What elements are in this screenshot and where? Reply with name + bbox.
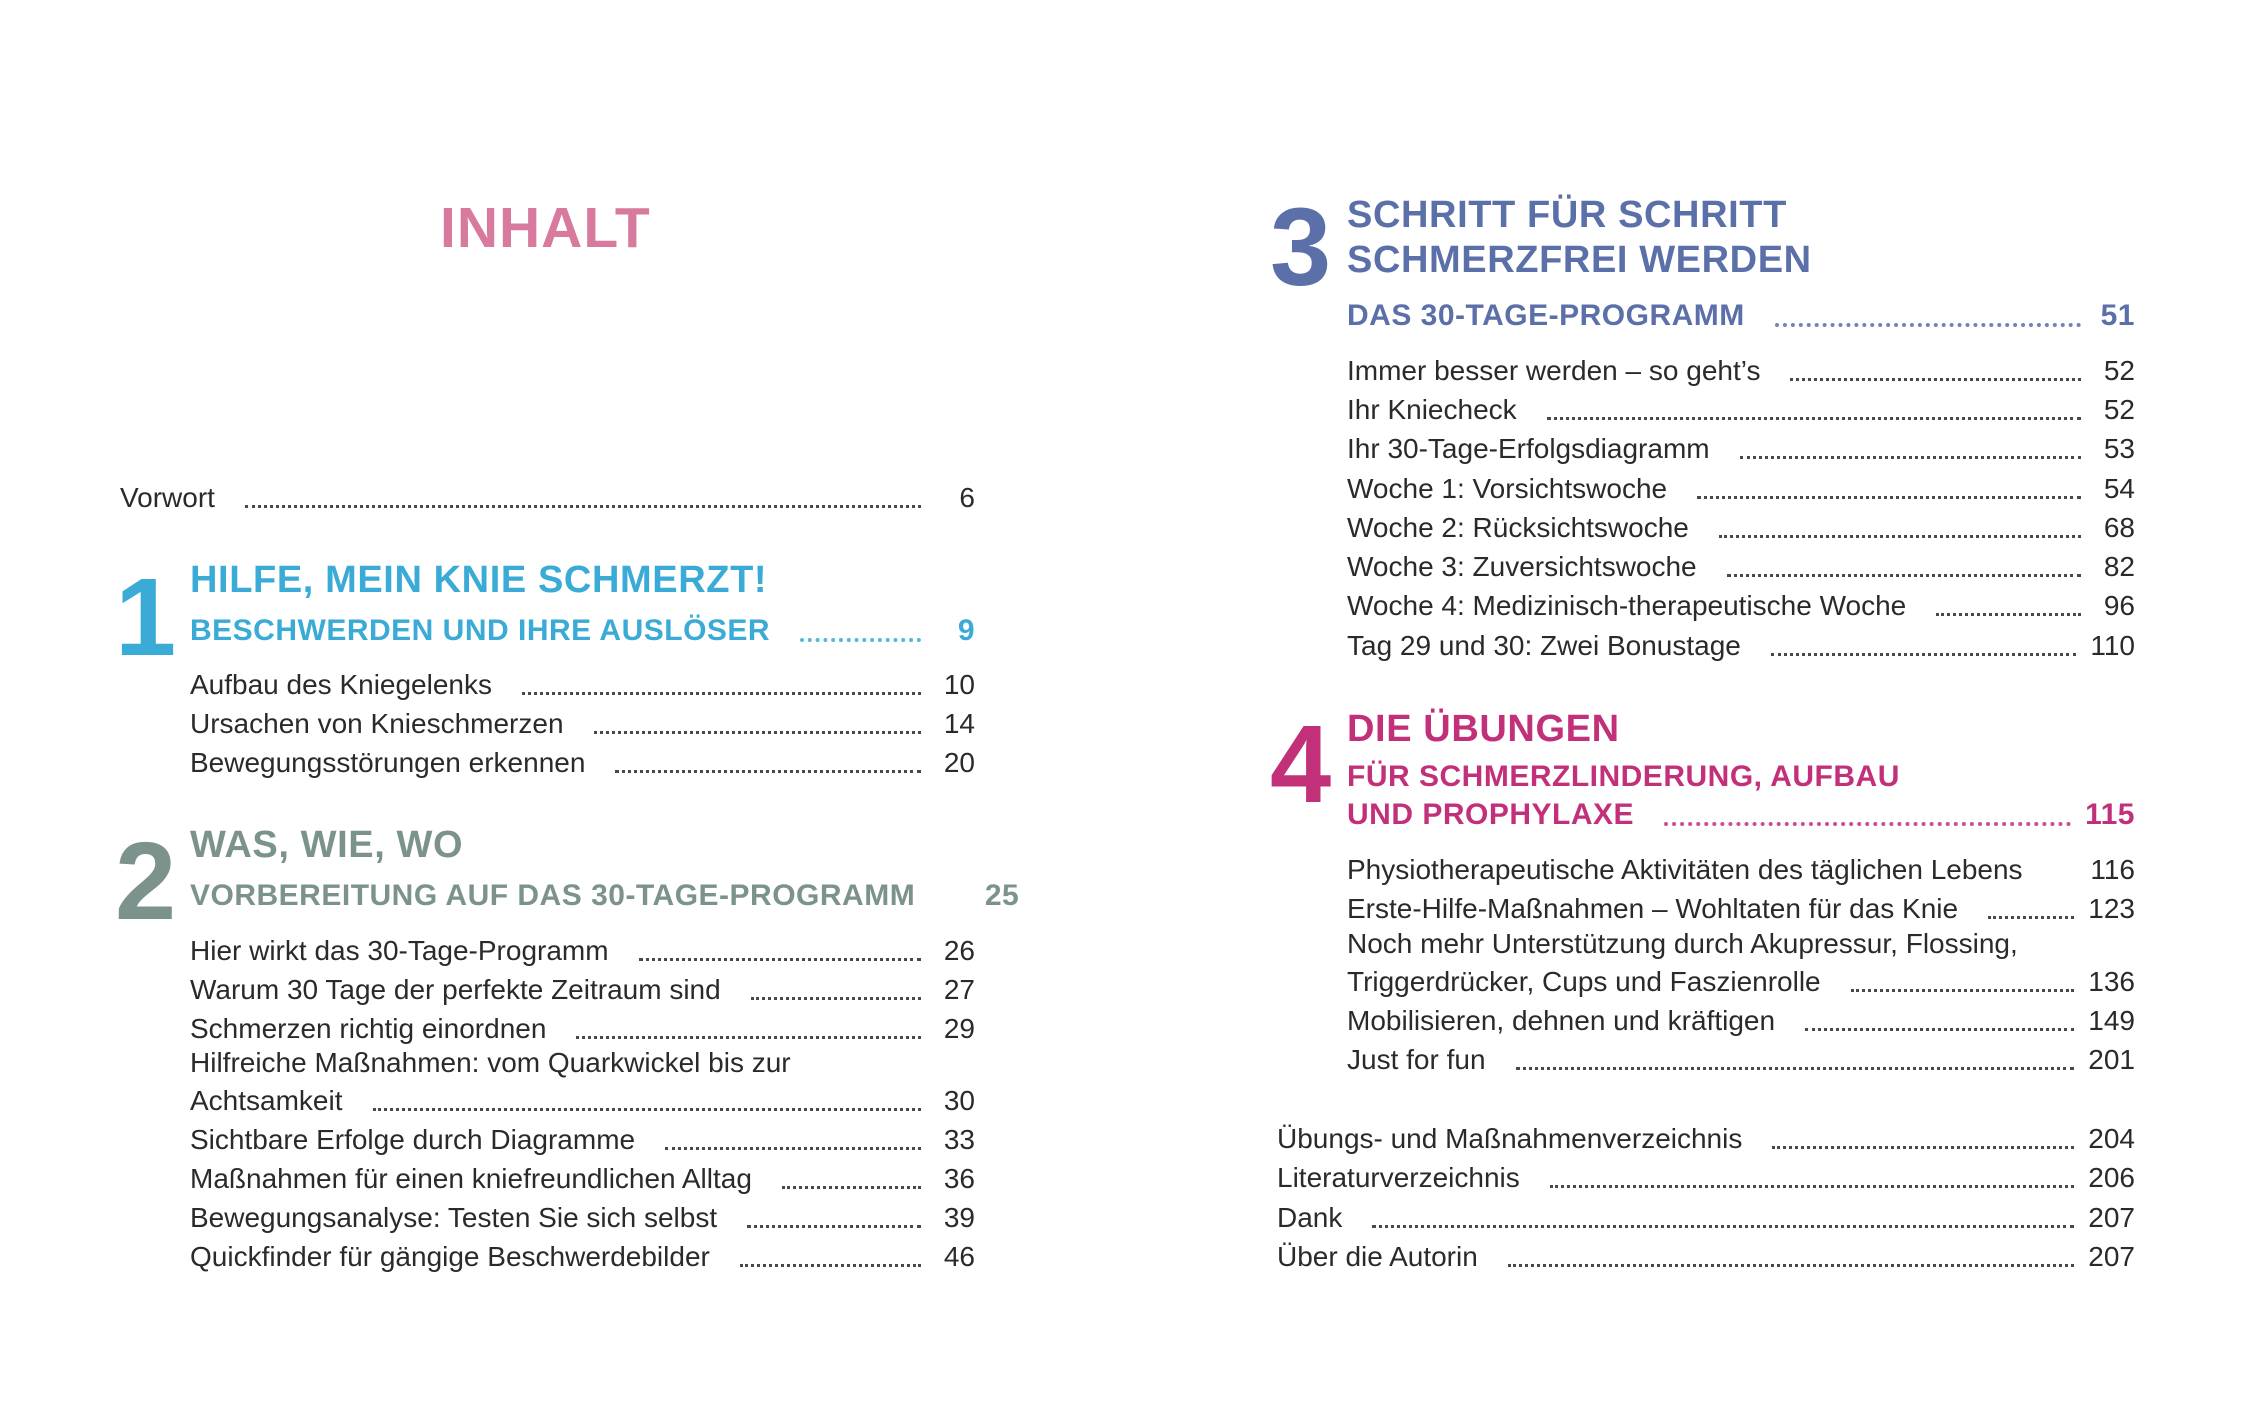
entry-page: 26: [943, 935, 975, 966]
toc-entry[interactable]: [1347, 505, 2135, 545]
entry-label: Mobilisieren, dehnen und kräftigen: [1347, 1005, 1776, 1036]
chapter-subtitle: DAS 30-TAGE-PROGRAMM: [1347, 298, 1745, 332]
entry-page: 68: [2103, 512, 2135, 543]
toc-entry[interactable]: [1347, 847, 2135, 887]
chapter-page: 51: [2100, 298, 2135, 332]
toc-entry[interactable]: [190, 1234, 975, 1274]
dot-leader: [1727, 574, 2081, 577]
dot-leader: [1508, 1264, 2074, 1267]
entry-label: Literaturverzeichnis: [1277, 1162, 1520, 1193]
chapter-title-line1: SCHRITT FÜR SCHRITT: [1347, 194, 1787, 236]
toc-entry[interactable]: [1347, 959, 2135, 999]
entry-label: Aufbau des Kniegelenks: [190, 669, 492, 700]
chapter-subtitle-entry[interactable]: [190, 609, 975, 649]
toc-entry[interactable]: [1347, 886, 2135, 926]
entry-label: Vorwort: [120, 482, 215, 513]
toc-entry-foreword[interactable]: [120, 475, 975, 515]
entry-page: 39: [943, 1202, 975, 1233]
dot-leader: [1851, 989, 2075, 992]
entry-label: Quickfinder für gängige Beschwerdebilder: [190, 1241, 710, 1272]
entry-label: Schmerzen richtig einordnen: [190, 1013, 547, 1044]
dot-leader: [1516, 1067, 2075, 1070]
entry-page: 27: [943, 974, 975, 1005]
chapter-number: 1: [115, 556, 177, 679]
entry-label: Ursachen von Knieschmerzen: [190, 708, 564, 739]
entry-page: 123: [2088, 893, 2135, 924]
page-title: INHALT: [440, 196, 651, 260]
toc-entry-backmatter[interactable]: [1277, 1116, 2135, 1156]
toc-entry[interactable]: [1347, 544, 2135, 584]
dot-leader: [740, 1264, 921, 1267]
entry-label-line1[interactable]: Noch mehr Unterstützung durch Akupressur, Flossing,: [1347, 928, 2018, 959]
toc-entry[interactable]: [1347, 387, 2135, 427]
entry-label: Bewegungsanalyse: Testen Sie sich selbst: [190, 1202, 718, 1233]
entry-page: 82: [2103, 551, 2135, 582]
dot-leader: [576, 1036, 921, 1039]
toc-entry[interactable]: [1347, 623, 2135, 663]
dot-leader: [1372, 1225, 2074, 1228]
entry-page: 54: [2103, 473, 2135, 504]
entry-label: Achtsamkeit: [190, 1085, 343, 1116]
dot-leader: [1719, 535, 2081, 538]
entry-label: Über die Autorin: [1277, 1241, 1478, 1272]
entry-page: 29: [943, 1013, 975, 1044]
chapter-page: 115: [2085, 797, 2135, 831]
entry-label: Woche 2: Rücksichtswoche: [1347, 512, 1689, 543]
entry-page: 20: [943, 747, 975, 778]
entry-page: 52: [2103, 355, 2135, 386]
entry-page: 14: [943, 708, 975, 739]
entry-page: 33: [943, 1124, 975, 1155]
entry-label: Triggerdrücker, Cups und Faszienrolle: [1347, 966, 1821, 997]
entry-label: Woche 4: Medizinisch-therapeutische Woche: [1347, 590, 1907, 621]
entry-label: Physiotherapeutische Aktivitäten des täglichen Lebens: [1347, 854, 2023, 885]
dot-leader: [800, 638, 921, 642]
toc-entry[interactable]: [190, 928, 975, 968]
entry-label: Warum 30 Tage der perfekte Zeitraum sind: [190, 974, 721, 1005]
entry-page: 10: [943, 669, 975, 700]
dot-leader: [1547, 417, 2081, 420]
dot-leader: [1697, 496, 2081, 499]
toc-entry[interactable]: [1347, 348, 2135, 388]
entry-label: Tag 29 und 30: Zwei Bonustage: [1347, 630, 1741, 661]
dot-leader: [1771, 653, 2077, 656]
entry-page: 204: [2088, 1123, 2135, 1154]
entry-label: Ihr 30-Tage-Erfolgsdiagramm: [1347, 433, 1710, 464]
entry-label: Hier wirkt das 30-Tage-Programm: [190, 935, 609, 966]
entry-label-line1[interactable]: Hilfreiche Maßnahmen: vom Quarkwickel bis zur: [190, 1047, 791, 1078]
entry-page: 207: [2088, 1241, 2135, 1272]
toc-entry[interactable]: [190, 1117, 975, 1157]
toc-entry[interactable]: [1347, 466, 2135, 506]
chapter-subtitle-entry[interactable]: [1347, 793, 2135, 833]
entry-page: 53: [2103, 433, 2135, 464]
entry-label: Woche 3: Zuversichtswoche: [1347, 551, 1697, 582]
dot-leader: [1790, 378, 2081, 381]
dot-leader: [1936, 613, 2081, 616]
entry-page: 201: [2088, 1044, 2135, 1075]
toc-entry-backmatter[interactable]: [1277, 1234, 2135, 1274]
dot-leader: [665, 1147, 921, 1150]
toc-entry[interactable]: [190, 1006, 975, 1046]
dot-leader: [1664, 822, 2071, 826]
dot-leader: [1988, 916, 2074, 919]
entry-label: Woche 1: Vorsichtswoche: [1347, 473, 1668, 504]
dot-leader: [639, 958, 921, 961]
chapter-subtitle-entry[interactable]: [1347, 294, 2135, 334]
toc-entry[interactable]: [190, 1156, 975, 1196]
dot-leader: [373, 1108, 922, 1111]
entry-label: Übungs- und Maßnahmenverzeichnis: [1277, 1123, 1743, 1154]
chapter-title: DIE ÜBUNGEN: [1347, 708, 1620, 750]
dot-leader: [1550, 1185, 2075, 1188]
toc-entry[interactable]: [190, 1078, 975, 1118]
entry-page: 149: [2088, 1005, 2135, 1036]
chapter-subtitle-line1: FÜR SCHMERZLINDERUNG, AUFBAU: [1347, 760, 1900, 793]
chapter-subtitle-entry[interactable]: [190, 874, 1020, 914]
toc-entry[interactable]: [1347, 998, 2135, 1038]
entry-label: Immer besser werden – so geht’s: [1347, 355, 1761, 386]
dot-leader: [522, 692, 921, 695]
chapter-number: 3: [1270, 186, 1332, 309]
dot-leader: [245, 505, 921, 508]
chapter-subtitle: UND PROPHYLAXE: [1347, 797, 1635, 831]
entry-label: Bewegungsstörungen erkennen: [190, 747, 586, 778]
toc-entry-backmatter[interactable]: [1277, 1195, 2135, 1235]
chapter-subtitle: BESCHWERDEN UND IHRE AUSLÖSER: [190, 613, 771, 647]
dot-leader: [1772, 1146, 2074, 1149]
toc-entry[interactable]: [1347, 583, 2135, 623]
entry-label: Ihr Kniecheck: [1347, 394, 1517, 425]
entry-page: 116: [2090, 854, 2135, 885]
toc-entry-backmatter[interactable]: [1277, 1155, 2135, 1195]
entry-page: 46: [943, 1241, 975, 1272]
entry-page: 96: [2103, 590, 2135, 621]
entry-label: Sichtbare Erfolge durch Diagramme: [190, 1124, 636, 1155]
chapter-subtitle: VORBEREITUNG AUF DAS 30-TAGE-PROGRAMM: [190, 878, 916, 912]
dot-leader: [751, 997, 921, 1000]
chapter-title-line2: SCHMERZFREI WERDEN: [1347, 239, 1812, 281]
entry-label: Just for fun: [1347, 1044, 1486, 1075]
chapter-page: 9: [957, 613, 975, 647]
dot-leader: [615, 770, 921, 773]
chapter-number: 2: [115, 820, 177, 943]
dot-leader: [782, 1186, 921, 1189]
entry-page: 110: [2090, 630, 2135, 661]
dot-leader: [594, 731, 921, 734]
chapter-number: 4: [1270, 703, 1332, 826]
toc-entry[interactable]: [190, 967, 975, 1007]
toc-entry[interactable]: [1347, 426, 2135, 466]
entry-label: Maßnahmen für einen kniefreundlichen Alltag: [190, 1163, 752, 1194]
entry-page: 136: [2088, 966, 2135, 997]
toc-entry[interactable]: [1347, 1037, 2135, 1077]
dot-leader: [747, 1225, 921, 1228]
entry-page: 6: [959, 482, 975, 513]
entry-page: 207: [2088, 1202, 2135, 1233]
chapter-title: HILFE, MEIN KNIE SCHMERZT!: [190, 559, 768, 601]
entry-page: 52: [2103, 394, 2135, 425]
chapter-title: WAS, WIE, WO: [190, 824, 464, 866]
entry-label: Erste-Hilfe-Maßnahmen – Wohltaten für das Knie: [1347, 893, 1959, 924]
entry-page: 36: [943, 1163, 975, 1194]
entry-page: 30: [943, 1085, 975, 1116]
chapter-page: 25: [984, 878, 1020, 912]
toc-entry[interactable]: [190, 701, 975, 741]
toc-entry[interactable]: [190, 1195, 975, 1235]
dot-leader: [1775, 323, 2081, 327]
dot-leader: [1805, 1028, 2074, 1031]
toc-entry[interactable]: [190, 740, 975, 780]
dot-leader: [1740, 456, 2081, 459]
entry-page: 206: [2088, 1162, 2135, 1193]
entry-label: Dank: [1277, 1202, 1343, 1233]
toc-entry[interactable]: [190, 662, 975, 702]
